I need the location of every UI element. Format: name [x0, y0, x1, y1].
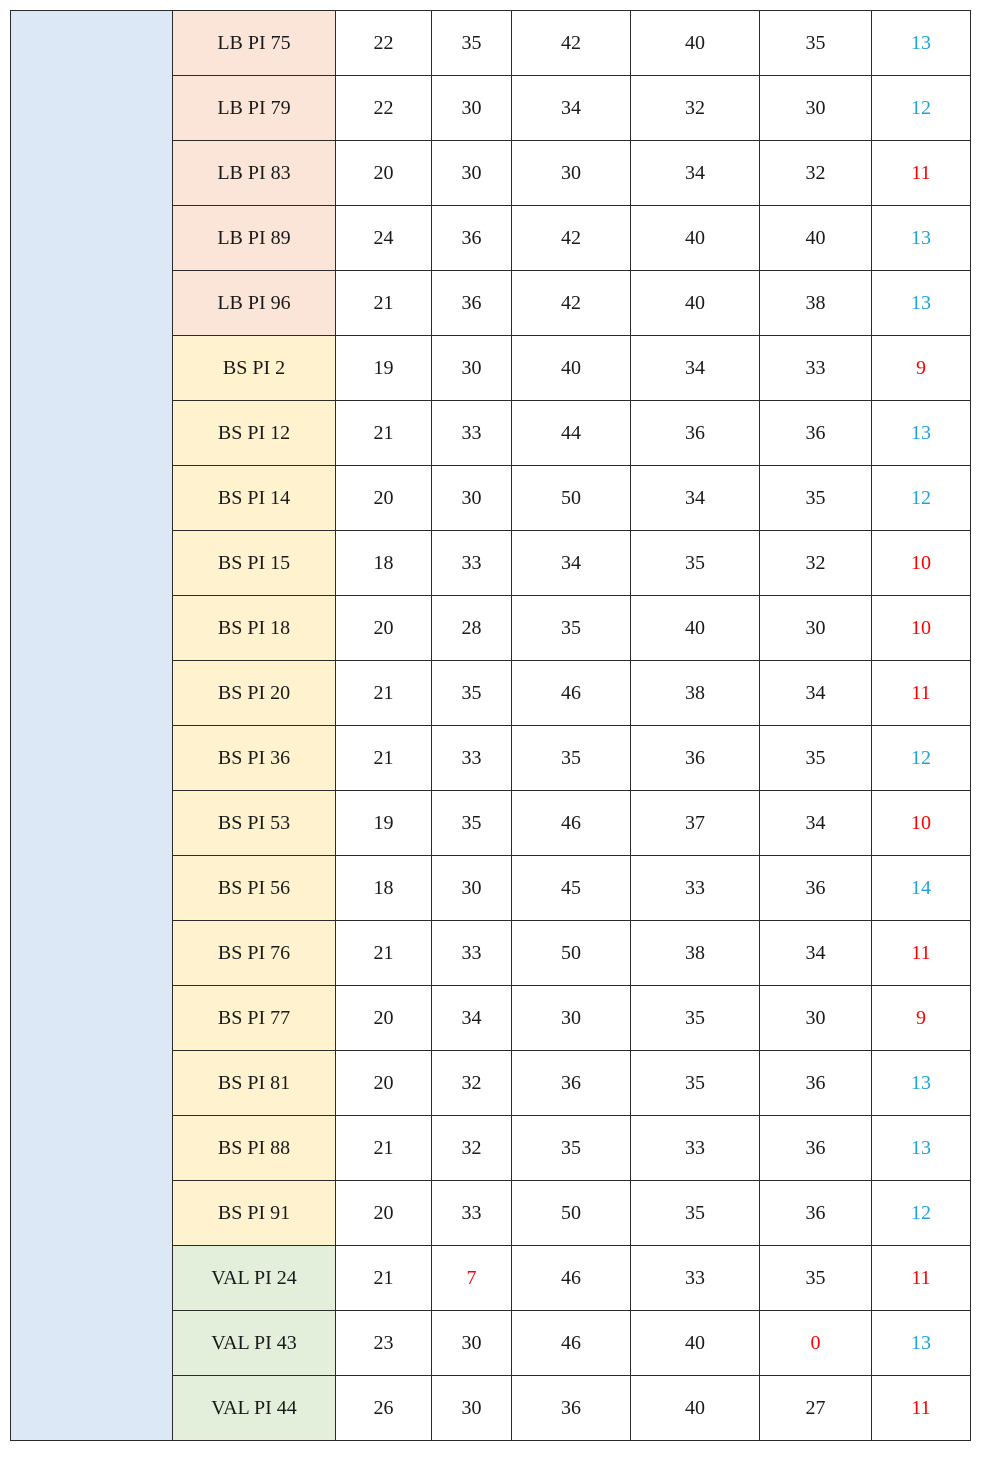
value-cell: 46: [512, 791, 631, 856]
value-cell: 9: [872, 986, 971, 1051]
value-cell: 34: [512, 531, 631, 596]
value-cell: 35: [760, 726, 872, 791]
value-cell: 18: [336, 531, 432, 596]
value-cell: 30: [760, 596, 872, 661]
row-label: VAL PI 24: [173, 1246, 336, 1311]
value-cell: 36: [631, 401, 760, 466]
row-label: BS PI 56: [173, 856, 336, 921]
value-cell: 33: [432, 921, 512, 986]
value-cell: 36: [760, 1116, 872, 1181]
value-cell: 36: [760, 1051, 872, 1116]
value-cell: 35: [631, 531, 760, 596]
value-cell: 20: [336, 1051, 432, 1116]
value-cell: 33: [432, 1181, 512, 1246]
row-label: BS PI 36: [173, 726, 336, 791]
value-cell: 36: [760, 401, 872, 466]
value-cell: 38: [760, 271, 872, 336]
value-cell: 40: [631, 1376, 760, 1441]
value-cell: 7: [432, 1246, 512, 1311]
value-cell: 33: [631, 856, 760, 921]
value-cell: 35: [432, 791, 512, 856]
value-cell: 36: [512, 1376, 631, 1441]
value-cell: 11: [872, 661, 971, 726]
value-cell: 10: [872, 596, 971, 661]
merged-side-cell: [11, 11, 173, 1441]
value-cell: 38: [631, 921, 760, 986]
value-cell: 46: [512, 661, 631, 726]
value-cell: 42: [512, 11, 631, 76]
row-label: BS PI 12: [173, 401, 336, 466]
value-cell: 20: [336, 596, 432, 661]
value-cell: 35: [432, 11, 512, 76]
value-cell: 36: [760, 856, 872, 921]
value-cell: 30: [432, 466, 512, 531]
value-cell: 13: [872, 11, 971, 76]
value-cell: 36: [432, 271, 512, 336]
value-cell: 30: [512, 986, 631, 1051]
row-label: BS PI 18: [173, 596, 336, 661]
value-cell: 13: [872, 206, 971, 271]
value-cell: 36: [631, 726, 760, 791]
value-cell: 42: [512, 271, 631, 336]
value-cell: 30: [760, 986, 872, 1051]
value-cell: 10: [872, 531, 971, 596]
value-cell: 21: [336, 921, 432, 986]
value-cell: 42: [512, 206, 631, 271]
value-cell: 32: [760, 141, 872, 206]
value-cell: 30: [432, 1376, 512, 1441]
value-cell: 9: [872, 336, 971, 401]
row-label: BS PI 81: [173, 1051, 336, 1116]
value-cell: 22: [336, 76, 432, 141]
value-cell: 27: [760, 1376, 872, 1441]
value-cell: 13: [872, 271, 971, 336]
value-cell: 46: [512, 1311, 631, 1376]
value-cell: 34: [512, 76, 631, 141]
row-label: BS PI 20: [173, 661, 336, 726]
value-cell: 30: [432, 141, 512, 206]
value-cell: 30: [432, 336, 512, 401]
value-cell: 35: [512, 596, 631, 661]
value-cell: 12: [872, 726, 971, 791]
value-cell: 19: [336, 791, 432, 856]
row-label: LB PI 89: [173, 206, 336, 271]
value-cell: 20: [336, 466, 432, 531]
value-cell: 50: [512, 1181, 631, 1246]
row-label: BS PI 15: [173, 531, 336, 596]
value-cell: 35: [631, 1181, 760, 1246]
value-cell: 40: [631, 11, 760, 76]
value-cell: 32: [432, 1051, 512, 1116]
row-label: VAL PI 44: [173, 1376, 336, 1441]
value-cell: 11: [872, 141, 971, 206]
value-cell: 30: [432, 856, 512, 921]
row-label: LB PI 96: [173, 271, 336, 336]
row-label: LB PI 83: [173, 141, 336, 206]
value-cell: 21: [336, 1116, 432, 1181]
value-cell: 13: [872, 401, 971, 466]
value-cell: 32: [760, 531, 872, 596]
value-cell: 30: [432, 1311, 512, 1376]
value-cell: 20: [336, 986, 432, 1051]
value-cell: 34: [631, 466, 760, 531]
value-cell: 35: [631, 986, 760, 1051]
table-row: [11, 11, 971, 76]
value-cell: 12: [872, 76, 971, 141]
value-cell: 20: [336, 141, 432, 206]
value-cell: 36: [760, 1181, 872, 1246]
value-cell: 26: [336, 1376, 432, 1441]
row-label: BS PI 2: [173, 336, 336, 401]
value-cell: 30: [432, 76, 512, 141]
value-cell: 40: [631, 1311, 760, 1376]
value-cell: 12: [872, 1181, 971, 1246]
value-cell: 23: [336, 1311, 432, 1376]
value-cell: 11: [872, 921, 971, 986]
value-cell: 50: [512, 921, 631, 986]
value-cell: 13: [872, 1116, 971, 1181]
value-cell: 21: [336, 1246, 432, 1311]
value-cell: 11: [872, 1376, 971, 1441]
row-label: BS PI 76: [173, 921, 336, 986]
value-cell: 32: [432, 1116, 512, 1181]
row-label: LB PI 75: [173, 11, 336, 76]
value-cell: 35: [760, 1246, 872, 1311]
value-cell: 44: [512, 401, 631, 466]
value-cell: 33: [631, 1246, 760, 1311]
value-cell: 36: [432, 206, 512, 271]
row-label: BS PI 91: [173, 1181, 336, 1246]
value-cell: 21: [336, 726, 432, 791]
value-cell: 33: [631, 1116, 760, 1181]
value-cell: 32: [631, 76, 760, 141]
row-label: LB PI 79: [173, 76, 336, 141]
value-cell: 36: [512, 1051, 631, 1116]
row-label: BS PI 14: [173, 466, 336, 531]
value-cell: 33: [432, 726, 512, 791]
value-cell: 34: [760, 661, 872, 726]
value-cell: 12: [872, 466, 971, 531]
value-cell: 34: [631, 336, 760, 401]
value-cell: 38: [631, 661, 760, 726]
value-cell: 40: [631, 596, 760, 661]
data-table: [10, 10, 971, 1441]
value-cell: 35: [760, 11, 872, 76]
value-cell: 30: [760, 76, 872, 141]
value-cell: 35: [512, 1116, 631, 1181]
row-label: BS PI 88: [173, 1116, 336, 1181]
value-cell: 35: [760, 466, 872, 531]
value-cell: 35: [432, 661, 512, 726]
value-cell: 14: [872, 856, 971, 921]
value-cell: 30: [512, 141, 631, 206]
value-cell: 40: [512, 336, 631, 401]
value-cell: 35: [512, 726, 631, 791]
value-cell: 19: [336, 336, 432, 401]
value-cell: 46: [512, 1246, 631, 1311]
value-cell: 13: [872, 1311, 971, 1376]
value-cell: 33: [760, 336, 872, 401]
value-cell: 22: [336, 11, 432, 76]
value-cell: 40: [631, 206, 760, 271]
value-cell: 34: [432, 986, 512, 1051]
value-cell: 35: [631, 1051, 760, 1116]
value-cell: 37: [631, 791, 760, 856]
value-cell: 40: [760, 206, 872, 271]
value-cell: 20: [336, 1181, 432, 1246]
value-cell: 28: [432, 596, 512, 661]
value-cell: 24: [336, 206, 432, 271]
row-label: BS PI 53: [173, 791, 336, 856]
value-cell: 50: [512, 466, 631, 531]
value-cell: 21: [336, 401, 432, 466]
value-cell: 45: [512, 856, 631, 921]
value-cell: 21: [336, 661, 432, 726]
value-cell: 21: [336, 271, 432, 336]
value-cell: 10: [872, 791, 971, 856]
value-cell: 34: [760, 791, 872, 856]
value-cell: 33: [432, 531, 512, 596]
row-label: BS PI 77: [173, 986, 336, 1051]
value-cell: 11: [872, 1246, 971, 1311]
value-cell: 13: [872, 1051, 971, 1116]
row-label: VAL PI 43: [173, 1311, 336, 1376]
value-cell: 0: [760, 1311, 872, 1376]
value-cell: 18: [336, 856, 432, 921]
value-cell: 34: [631, 141, 760, 206]
table-body: [11, 11, 971, 1441]
value-cell: 40: [631, 271, 760, 336]
value-cell: 33: [432, 401, 512, 466]
value-cell: 34: [760, 921, 872, 986]
